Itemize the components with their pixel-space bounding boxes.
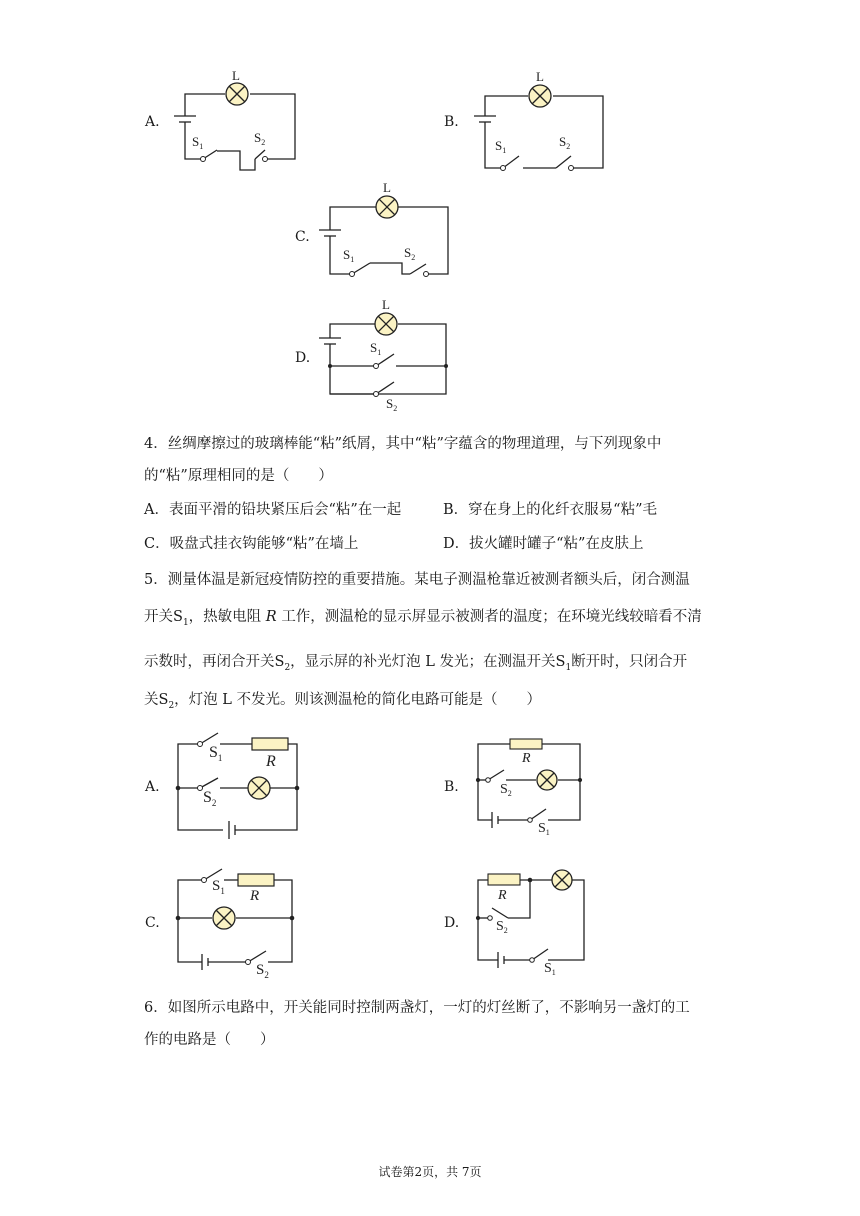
q5-circuit-c: [170, 864, 310, 979]
q5-line4: 关$S_2$，灯泡 L 不发光。则该测温枪的简化电路可能是（ ）: [144, 692, 542, 711]
svg-text:S1: $S_1$: [209, 744, 223, 763]
q5-option-b-label: B.: [444, 779, 459, 795]
q3-option-a-label: A.: [145, 114, 160, 130]
q5-circuit-d: [470, 864, 595, 979]
svg-text:S1: $S_1$: [370, 340, 382, 357]
svg-text:S1: $S_1$: [495, 138, 507, 155]
q4-choice-b: B．穿在身上的化纤衣服易“粘”毛: [443, 502, 657, 518]
q3-circuit-b: [473, 66, 613, 178]
svg-text:S1: $S_1$: [544, 961, 556, 977]
q3-circuit-a: [170, 66, 310, 176]
svg-text:S1: $S_1$: [192, 134, 204, 151]
svg-text:S1: $S_1$: [343, 247, 355, 264]
q5-option-c-label: C.: [145, 915, 160, 931]
q4-choice-d: D．拔火罐时罐子“粘”在皮肤上: [443, 536, 644, 552]
svg-text:R: R: [498, 888, 507, 903]
svg-text:S2: $S_2$: [203, 789, 217, 808]
q5-line3: 示数时，再闭合开关$S_2$，显示屏的补光灯泡 L 发光；在测温开关$S_1$断开时，只闭合开: [144, 654, 688, 673]
svg-text:R: R: [522, 751, 531, 766]
resistor-icon: [238, 874, 274, 886]
q4-choice-c: C．吸盘式挂衣钩能够“粘”在墙上: [144, 536, 359, 552]
q3-option-b-label: B.: [444, 114, 459, 130]
q3-circuit-d: [318, 296, 458, 418]
q3-circuit-c: [318, 178, 458, 290]
q4-stem-line2: 的“粘”原理相同的是（ ）: [144, 468, 333, 484]
svg-text:L: L: [382, 297, 390, 312]
q3-option-c-label: C.: [295, 229, 310, 245]
svg-text:S2: $S_2$: [496, 919, 508, 935]
svg-text:S2: $S_2$: [404, 245, 416, 262]
svg-text:S2: $S_2$: [559, 134, 571, 151]
q6-line1: 6．如图所示电路中，开关能同时控制两盏灯，一灯的灯丝断了，不影响另一盏灯的工: [144, 1000, 690, 1016]
q4-stem-line1: 4．丝绸摩擦过的玻璃棒能“粘”纸屑，其中“粘”字蕴含的物理道理，与下列现象中: [144, 436, 662, 452]
svg-text:S1: $S_1$: [212, 878, 225, 896]
svg-text:S1: $S_1$: [538, 821, 550, 837]
svg-text:L: L: [536, 69, 544, 84]
q5-option-d-label: D.: [444, 915, 460, 931]
q5-circuit-a: [170, 728, 310, 838]
resistor-icon: [510, 739, 542, 749]
q3-option-d-label: D.: [295, 350, 311, 366]
page-footer: 试卷第2页，共 7页: [378, 1165, 482, 1179]
q5-line2: 开关$S_1$，热敏电阻 R 工作，测温枪的显示屏显示被测者的温度；在环境光线较暗看不清: [144, 609, 702, 628]
q5-option-a-label: A.: [145, 779, 160, 795]
svg-text:S2: $S_2$: [254, 130, 266, 147]
q5-circuit-b: [470, 732, 595, 842]
resistor-icon: [252, 738, 288, 750]
q5-line1: 5．测量体温是新冠疫情防控的重要措施。某电子测温枪靠近被测者额头后，闭合测温: [144, 572, 690, 588]
svg-text:R: R: [266, 753, 276, 770]
svg-text:L: L: [383, 180, 391, 195]
q6-line2: 作的电路是（ ）: [144, 1032, 275, 1048]
svg-text:S2: $S_2$: [386, 396, 398, 413]
svg-text:S2: $S_2$: [500, 782, 512, 798]
svg-text:S2: $S_2$: [256, 962, 269, 980]
svg-text:L: L: [232, 68, 240, 83]
q4-choice-a: A．表面平滑的铅块紧压后会“粘”在一起: [144, 502, 402, 518]
resistor-icon: [488, 874, 520, 885]
svg-text:R: R: [250, 888, 260, 904]
